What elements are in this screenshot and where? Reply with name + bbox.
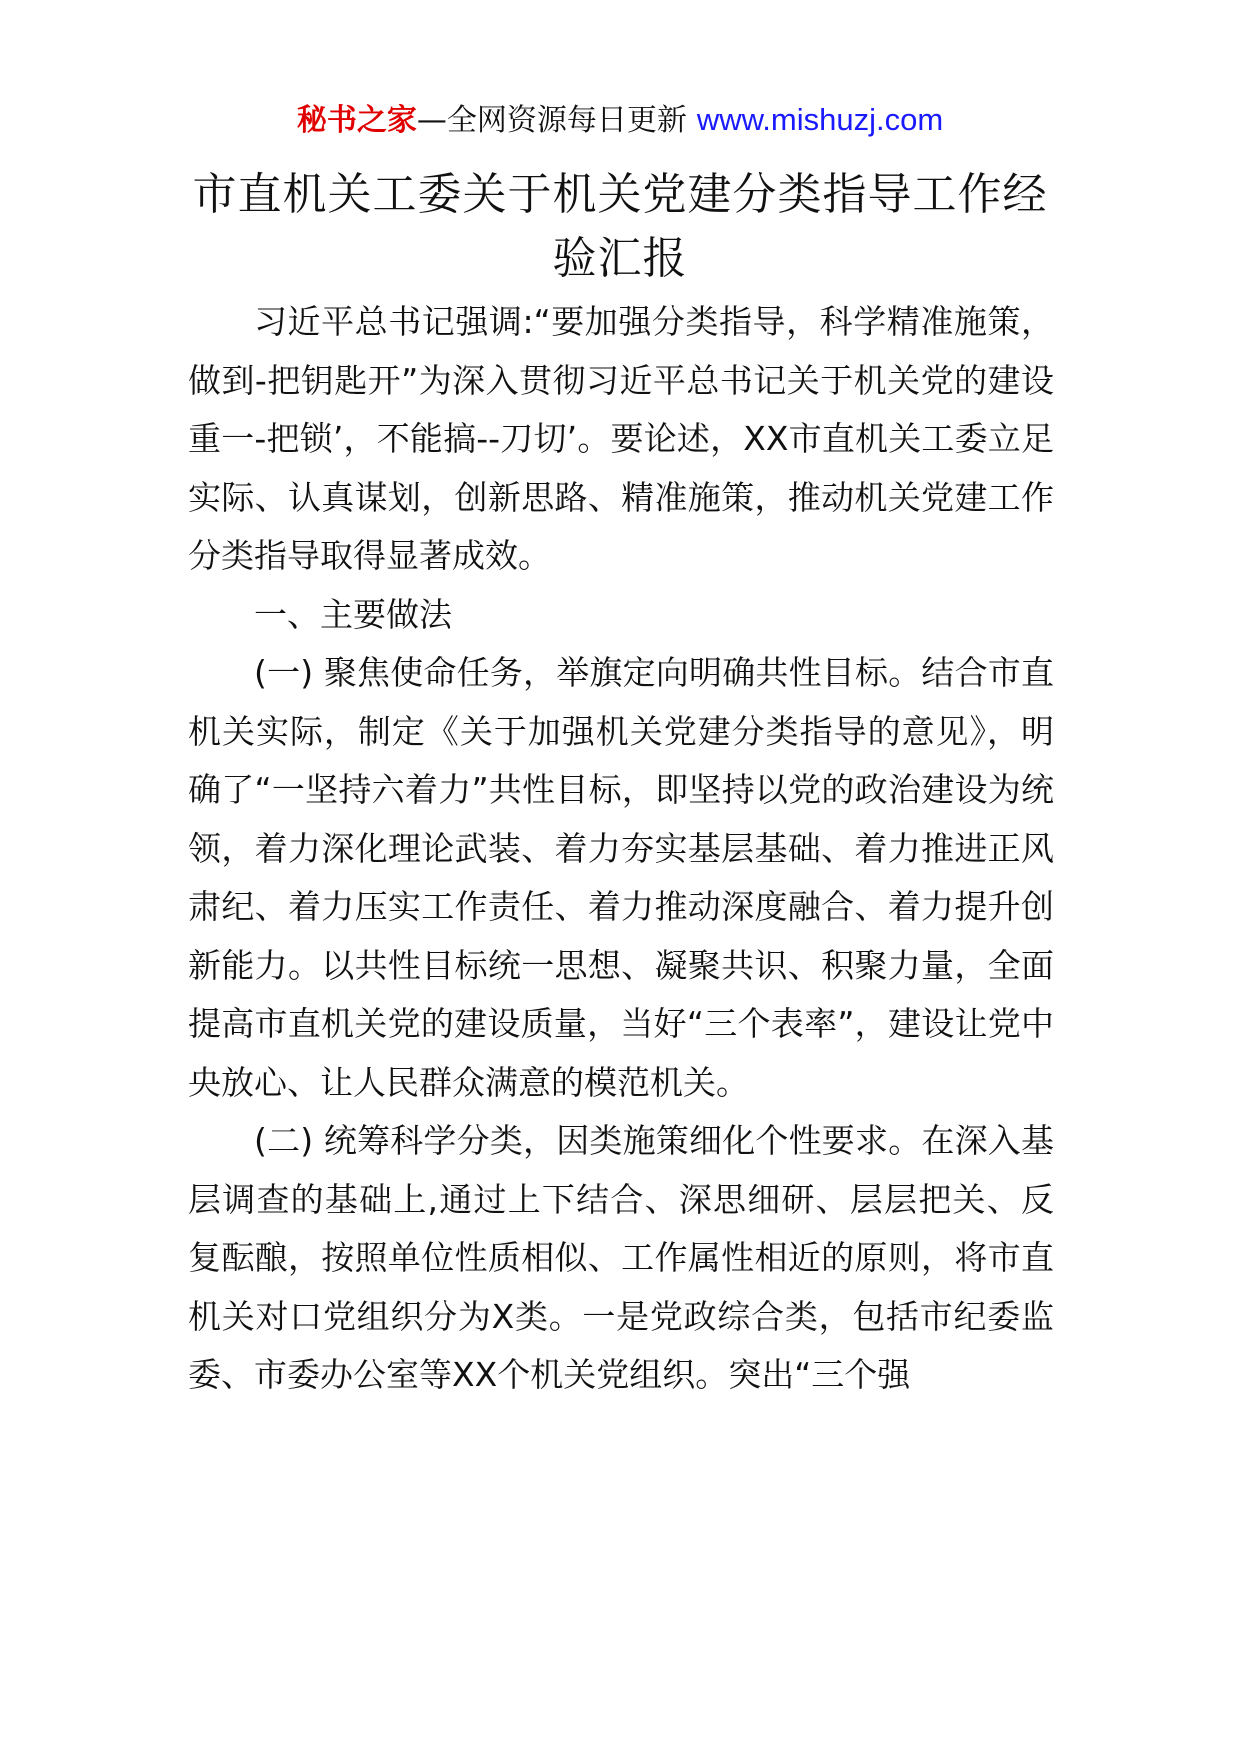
site-brand: 秘书之家 (296, 103, 417, 138)
paragraph-section-2: (二) 统筹科学分类，因类施策细化个性要求。在深入基层调查的基础上,通过上下结合、深思细研、层层把关、反复酝酿，按照单位性质相似、工作属性相近的原则，将市直机关对口党组织分为X类。一是党政综合类，包括市纪委监委、市委办公室等XX个机关党组织。突出“三个强 (188, 1121, 1054, 1394)
site-url-link[interactable]: www.mishuzj.com (696, 102, 944, 137)
section-heading-main-practices: 一、主要做法 (254, 594, 452, 634)
document-title: 市直机关工委关于机关党建分类指导工作经验汇报 (192, 169, 1048, 284)
site-header (0, 100, 1240, 141)
intro-paragraph: 习近平总书记强调:“要加强分类指导，科学精准施策，做到-把钥匙开”为深入贯彻习近平总书记关于机关党的建设重一-把锁’，不能搞--刀切’。要论述，XX市直机关工委立足实际、认真谋划，创新思路、精准施策，推动机关党建工作分类指导取得显著成效。 (188, 302, 1054, 575)
paragraph-section-1: (一) 聚焦使命任务，举旗定向明确共性目标。结合市直机关实际，制定《关于加强机关党建分类指导的意见》，明确了“一坚持六着力”共性目标，即坚持以党的政治建设为统领，着力深化理论武装、着力夯实基层基础、着力推进正风肃纪、着力压实工作责任、着力推动深度融合、着力提升创新能力。以共性目标统一思想、凝聚共识、积聚力量，全面提高市直机关党的建设质量，当好“三个表率”，建设让党中央放心、让人民群众满意的模范机关。 (188, 653, 1054, 1102)
document-body (188, 293, 1054, 1405)
site-slogan: —全网资源每日更新 (416, 103, 687, 138)
